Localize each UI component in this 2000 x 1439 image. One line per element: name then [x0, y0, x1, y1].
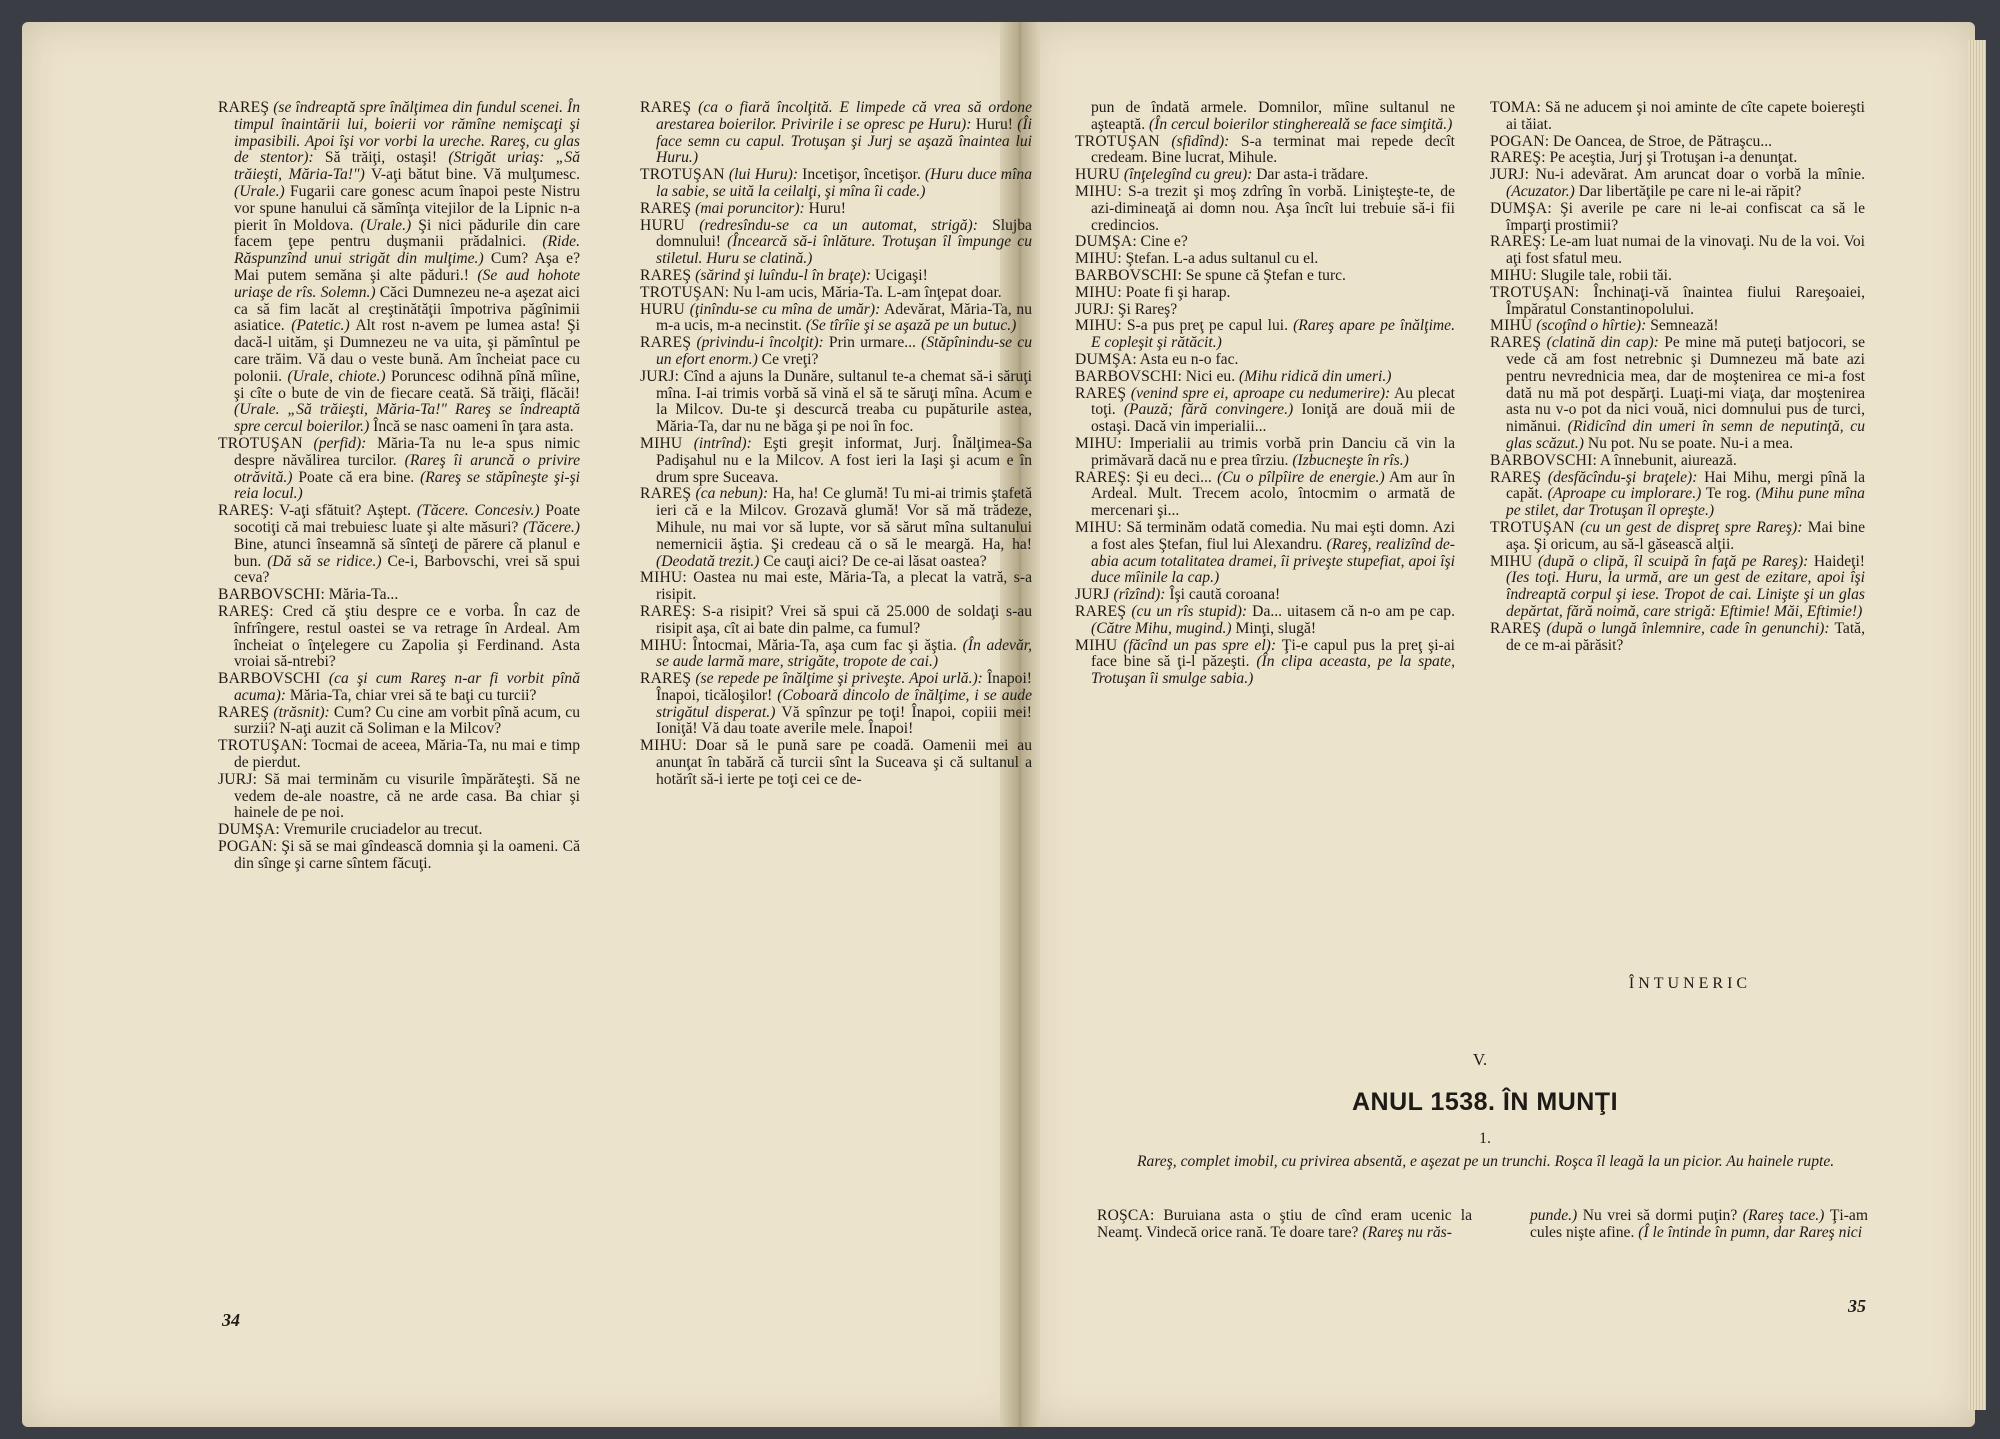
- stage-direction-inline: (Aproape cu implorare.): [1547, 485, 1702, 503]
- stage-direction: Rareş, complet imobil, cu privirea absentă, e aşezat pe un trunchi. Roşca îl leagă la un picior. Au hainele rupte.: [1137, 1153, 1835, 1170]
- speaker-name: RAREŞ: [640, 266, 692, 284]
- speech-text: Ucigaşi!: [871, 266, 928, 284]
- speech-paragraph: [1490, 554, 1865, 621]
- speech-paragraph: [1490, 100, 1865, 134]
- speaker-name: RAREŞ: [1490, 468, 1542, 486]
- speech-paragraph: [218, 772, 580, 822]
- scene-number: 1.: [1479, 1130, 1491, 1147]
- stage-direction-inline: (Rareş apare pe înălţime. E copleşit şi rătăcit.): [1091, 317, 1455, 352]
- speech-paragraph: [1075, 587, 1455, 604]
- speech-text: : V-aţi sfătuit? Aştept.: [269, 502, 417, 520]
- speech-paragraph: [1075, 604, 1455, 638]
- speech-paragraph: [1075, 470, 1455, 520]
- speech-text: : Să mai terminăm cu visurile împărăteşti. Să ne vedem de-ale noastre, că ne arde casa. Ba chiar şi hainele de pe noi.: [234, 770, 580, 822]
- speech-paragraph: [640, 285, 1032, 302]
- stage-direction-inline: (Stăpînindu-se cu un efort enorm.): [656, 334, 1032, 368]
- speech-text: Măria-Ta nu le-a spus nimic despre năvălirea turcilor.: [234, 434, 580, 469]
- speaker-name: MIHU: [1075, 317, 1118, 335]
- speech-paragraph: [1075, 318, 1455, 352]
- speech-paragraph: [640, 302, 1032, 336]
- direction: punde.): [1530, 1207, 1578, 1224]
- speech: : Buruiana asta o ştiu de cînd eram ucenic la Neamţ. Vindecă orice rană. Te doare tare?: [1097, 1207, 1472, 1241]
- speech-text: Alt rost n-avem pe lumea asta! Şi dacă-l uităm, şi Dumnezeu ne va uita, şi pămîntul pe care trăim. Vă dau o veste bună. Am încheiat pace cu polonii.: [234, 317, 580, 385]
- stage-direction-inline: (trăsnit):: [269, 703, 330, 721]
- speech-text: : Şi Rareş?: [1109, 300, 1178, 318]
- speech-text: S-a terminat mai repede decît credeam. Bine lucrat, Mihule.: [1091, 132, 1455, 167]
- speech-text: : Întocmai, Măria-Ta, aşa cum fac şi ăştia.: [682, 636, 963, 654]
- speaker-name: TROTUŞAN: [218, 434, 303, 452]
- stage-direction-inline: (ţinîndu-se cu mîna de umăr):: [685, 300, 881, 318]
- speech-text: Da... uitasem că n-o am pe cap.: [1247, 602, 1456, 620]
- stage-direction-inline: (clatină din cap):: [1541, 334, 1659, 352]
- act-number: V.: [1472, 1050, 1488, 1069]
- speech-text: Să trăiţi, ostaşi!: [313, 149, 449, 167]
- stage-direction-inline: (În adevăr, se aude larmă mare, strigăte, tropote de cai.): [656, 636, 1032, 671]
- stage-direction-inline: (sărind şi luîndu-l în braţe):: [691, 266, 872, 284]
- speaker-name: BARBOVSCHI: [218, 670, 321, 688]
- speech-text: : Tocmai de aceea, Măria-Ta, nu mai e timp de pierdut.: [234, 737, 580, 772]
- speech-text: : S-a risipit? Vrei să spui că 25.000 de soldaţi s-au risipit aşa, cît ai bate din palme, ca fumul?: [656, 602, 1032, 637]
- speech-paragraph: [1075, 184, 1455, 234]
- speaker-name: TROTUŞAN: [1490, 518, 1575, 536]
- speech-text: : Oastea nu mai este, Măria-Ta, a plecat la vatră, s-a risipit.: [656, 569, 1032, 604]
- speech-text: : Nu l-am ucis, Măria-Ta. L-am înţepat doar.: [724, 283, 1002, 301]
- speech-paragraph: [640, 671, 1032, 738]
- stage-direction-inline: (Tăcere. Concesiv.): [416, 502, 540, 520]
- stage-direction-inline: (Urale. „Să trăieşti, Măria-Ta!" Rareş se îndreaptă spre cercul boierilor.): [234, 401, 580, 436]
- speaker-name: RAREŞ: [640, 99, 692, 116]
- speech-text: Încă se nasc oameni în ţara asta.: [369, 418, 574, 436]
- speech-text: Ce cauţi aici? De ce-ai lăsat oastea?: [759, 552, 987, 570]
- speech-text: : Asta eu n-o fac.: [1132, 350, 1239, 368]
- speech-paragraph: [640, 638, 1032, 672]
- speech-text: : Cine e?: [1132, 233, 1188, 251]
- stage-direction-inline: (Coboară dincolo de înălţime, i se aude strigătul disperat.): [656, 686, 1032, 721]
- speaker-name: BARBOVSCHI: [1075, 266, 1178, 284]
- speech-paragraph: [1075, 134, 1455, 168]
- stage-direction-inline: (cu un rîs stupid):: [1126, 602, 1248, 620]
- speech-paragraph: [640, 570, 1032, 604]
- bottom-left-text: [1097, 1208, 1472, 1242]
- speech-text: : A înnebunit, aiurează.: [1592, 451, 1737, 469]
- speech-paragraph: [640, 268, 1032, 285]
- speech-paragraph: [640, 604, 1032, 638]
- speaker-name: MIHU: [1075, 283, 1118, 301]
- speech-text: : Nu-i adevărat. Am aruncat doar o vorbă la mînie.: [1524, 166, 1865, 184]
- speech-text: Minţi, slugă!: [1231, 619, 1317, 637]
- stage-direction-inline: (Urale.): [360, 216, 412, 234]
- speech-paragraph: [1490, 167, 1865, 201]
- speech-text: : S-a pus preţ pe capul lui.: [1117, 317, 1294, 335]
- speech-paragraph: [218, 503, 580, 587]
- speech-text: : Măria-Ta...: [320, 586, 399, 604]
- speech-text: Semnează!: [1646, 317, 1719, 335]
- speech: Nu vrei să dormi puţin?: [1577, 1207, 1743, 1224]
- speech-text: Adevărat, Măria-Ta, nu m-a ucis, m-a necinstit.: [656, 300, 1032, 335]
- stage-direction-inline: (redresîndu-se ca un automat, strigă):: [685, 216, 978, 234]
- stage-direction-inline: (Rareş se stăpîneşte şi-şi reia locul.): [234, 468, 580, 503]
- speech-text: Căci Dumnezeu ne-a aşezat aici ca să fim lacăt al creştinătăţii împotriva păgînimii asiatice.: [234, 283, 580, 335]
- speaker: ROŞCA: [1097, 1207, 1150, 1224]
- speaker-name: MIHU: [1490, 317, 1533, 335]
- stage-direction-inline: (ca nebun):: [691, 485, 769, 503]
- stage-direction-inline: (Huru duce mîna la sabie, se uită la ceilalţi, şi mîna îi cade.): [656, 166, 1032, 200]
- speaker-name: RAREŞ: [218, 602, 270, 620]
- speech-text: : Ştefan. L-a adus sultanul cu el.: [1117, 250, 1319, 268]
- speech-paragraph: [640, 100, 1032, 167]
- speaker-name: JURJ: [1075, 300, 1110, 318]
- stage-direction-inline: (se îndreaptă spre înălţimea din fundul scenei. În timpul înaintării lui, boierii vor rămîne nemişcaţi şi impasibili. Apoi îşi vor vorbi la ureche. Rareş, cu glas de stentor):: [234, 99, 580, 167]
- stage-direction-inline: (Se tîrîie şi se aşază pe un butuc.): [805, 317, 1017, 335]
- speech-paragraph: [218, 100, 580, 436]
- speech-text: : Închinaţi-vă înaintea fiului Rareşoaiei, Împăratul Constantinopolului.: [1506, 283, 1865, 318]
- speaker-name: DUMŞA: [1490, 199, 1548, 217]
- speech-paragraph: [640, 369, 1032, 436]
- speech-paragraph: [640, 738, 1032, 788]
- speech-paragraph: [1075, 638, 1455, 688]
- speech-text: Huru!: [971, 115, 1018, 133]
- speech-text: : Doar să le pună sare pe coadă. Oamenii mei au anunţat în tabără că turcii sînt la Suceava şi că sultanul a hotărît să-i ierte pe toţi cei ce de-: [656, 737, 1032, 788]
- speech-paragraph: [640, 218, 1032, 268]
- column-1: [218, 100, 580, 873]
- speech-text: Ce-i, Barbovschi, vrei să spui ceva?: [234, 552, 581, 587]
- speaker-name: RAREŞ: [640, 485, 692, 503]
- speech-text: Bine, atunci înseamnă să sînteţi de părere că planul e bun.: [234, 535, 580, 570]
- speech-text: Înapoi! Înapoi, ticăloşilor!: [656, 670, 1033, 704]
- speaker-name: MIHU: [1490, 266, 1533, 284]
- speech-text: : Vremurile cruciadelor au trecut.: [275, 821, 483, 839]
- stage-direction-inline: (rîzînd):: [1109, 586, 1166, 604]
- speech-paragraph: [1075, 369, 1455, 386]
- speaker-name: TROTUŞAN: [218, 737, 303, 755]
- stage-direction-inline: (Izbucneşte în rîs.): [1292, 451, 1409, 469]
- speaker-name: JURJ: [640, 367, 675, 385]
- speech-paragraph: [1075, 386, 1455, 436]
- page-edges: [1968, 40, 1986, 1410]
- stage-direction-inline: (Ride. Răspunzînd unui strigăt din mulţime.): [234, 233, 580, 268]
- speech-text: Prin urmare...: [823, 334, 922, 352]
- stage-direction-inline: (Ies toţi. Huru, la urmă, are un gest de ezitare, apoi îşi îndreaptă corpul şi iese. Tropot de cai. Linişte şi un glas depărtat, fără noimă, care strigă: Eftimie! Măi, Eftimie!): [1506, 569, 1865, 620]
- direction: (Rareş nu răs-: [1362, 1223, 1452, 1241]
- stage-direction-inline: (după o lungă înlemnire, cade în genunchi):: [1541, 619, 1830, 637]
- speech-paragraph: [1075, 251, 1455, 268]
- speech-paragraph: [1490, 201, 1865, 235]
- speech-text: Dar libertăţile pe care ni le-ai răpit?: [1574, 182, 1802, 200]
- stage-direction-inline: (venind spre ei, aproape cu nedumerire):: [1126, 384, 1391, 402]
- stage-direction-inline: (Cu o pîlpîire de energie.): [1217, 468, 1385, 486]
- speaker-name: TOMA: [1490, 99, 1537, 116]
- stage-direction-inline: (Îi face semn cu capul. Trotuşan şi Jurj se aşază înaintea lui Huru.): [656, 115, 1032, 167]
- stage-direction-inline: (cu un gest de dispreţ spre Rareş):: [1574, 518, 1803, 536]
- stage-direction-inline: (Rareş îi aruncă o privire otrăvită.): [234, 451, 580, 486]
- speaker-name: DUMŞA: [1075, 233, 1133, 251]
- speaker-name: MIHU: [640, 737, 683, 755]
- speaker-name: MIHU: [640, 636, 683, 654]
- speech-text: pun de îndată armele. Domnilor, mîine sultanul ne aşteaptă.: [1091, 99, 1455, 133]
- speech-text: : Să terminăm odată comedia. Nu mai eşti domn. Azi a fost ales Ştefan, fiul lui Alexandru.: [1091, 518, 1455, 553]
- speech-text: Au plecat toţi.: [1091, 384, 1455, 419]
- stage-direction-inline: (Strigăt uriaş: „Să trăieşti, Măria-Ta!"): [234, 149, 580, 184]
- speaker-name: BARBOVSCHI: [218, 586, 321, 604]
- stage-direction-inline: (înţelegînd cu greu):: [1120, 166, 1253, 184]
- speech-text: Ce vreţi?: [757, 350, 819, 368]
- speaker-name: POGAN: [1490, 132, 1545, 150]
- speaker-name: HURU: [1075, 166, 1120, 184]
- speech-text: Eşti greşit informat, Jurj. Înălţimea-Sa Padişahul nu e la Milcov. A fost ieri la Iaşi şi acum e în drum spre Suceava.: [656, 434, 1032, 486]
- speech-paragraph: [218, 436, 580, 503]
- stage-direction-inline: (Tăcere.): [522, 518, 580, 536]
- stage-direction-inline: (În cercul boierilor stingherealǎ se face simţită.): [1149, 115, 1453, 133]
- speech-text: : Cînd a ajuns la Dunăre, sultanul te-a chemat să-i săruţi mîna. I-ai trimis vorbă să vină el să te săruţi mîna. Acum e la Milcov. Du-te şi descurcă treaba cu pupăturile astea, Măria-Ta, dar nu ne băga şi pe noi în foc.: [656, 367, 1032, 436]
- speaker-name: TROTUŞAN: [1075, 132, 1160, 150]
- speech-paragraph: [1490, 335, 1865, 453]
- speaker-name: JURJ: [1490, 166, 1525, 184]
- speaker-name: RAREŞ: [218, 502, 270, 520]
- stage-direction-inline: (sfidînd):: [1159, 132, 1230, 150]
- speech-paragraph: [1075, 302, 1455, 319]
- stage-direction-inline: (Dă să se ridice.): [267, 552, 382, 570]
- speech-text: : De Oancea, de Stroe, de Pătraşcu...: [1544, 132, 1773, 150]
- column-3: [1075, 100, 1455, 688]
- stage-direction-inline: (făcînd un pas spre el):: [1117, 636, 1277, 654]
- speech-text: Nu pot. Nu se poate. Nu-i a mea.: [1583, 434, 1794, 452]
- speech-text: Şi nici pădurile din care facem ţepe pentru duşmanii prădalnici.: [234, 216, 580, 251]
- speech-paragraph: [218, 839, 580, 873]
- speech-paragraph: [1490, 470, 1865, 520]
- speech-paragraph: [1075, 352, 1455, 369]
- stage-direction-inline: (Urale, chiote.): [287, 367, 386, 385]
- speech-text: Vă spînzur pe toţi! Înapoi, copiii mei! Ioniţă! Vă dau toate averile mele. Înapoi!: [656, 703, 1032, 738]
- stage-direction-inline: (intrînd):: [682, 434, 752, 452]
- speaker-name: HURU: [640, 300, 685, 318]
- speaker-name: MIHU: [1075, 518, 1118, 536]
- speech-paragraph: [1490, 134, 1865, 151]
- speech-text: Dar asta-i trădare.: [1252, 166, 1369, 184]
- stage-direction-inline: (privindu-i încolţit):: [691, 334, 824, 352]
- stage-direction-inline: (Deodată trezit.): [656, 552, 760, 570]
- stage-direction-inline: (ca o fiară încolţită. E limpede că vrea să ordone arestarea boierilor. Privirile i se opresc pe Huru):: [656, 99, 1032, 133]
- stage-direction-inline: (desfăcîndu-şi braţele):: [1541, 468, 1698, 486]
- column-4: [1490, 100, 1865, 654]
- stage-direction-inline: (Mihu ridică din umeri.): [1239, 367, 1392, 385]
- speech-text: Mai bine aşa. Şi oricum, au să-l găsească alţii.: [1506, 518, 1865, 553]
- page-number-right: 35: [1848, 1296, 1866, 1316]
- speech-text: V-aţi bătut bine. Vă mulţumesc.: [364, 166, 580, 184]
- speaker-name: RAREŞ: [1490, 233, 1542, 251]
- speech-text: Poate că era bine.: [292, 468, 421, 486]
- stage-direction-inline: (Patetic.): [291, 317, 350, 335]
- direction: (Rareş tace.): [1742, 1207, 1825, 1224]
- speaker-name: MIHU: [1075, 182, 1118, 200]
- stage-direction-inline: (Către Mihu, mugind.): [1091, 619, 1232, 637]
- speech-paragraph: [1490, 234, 1865, 268]
- speech-paragraph: [1490, 150, 1865, 167]
- stage-direction-inline: (ca şi cum Rareş n-ar fi vorbit pînă acuma):: [234, 670, 580, 704]
- speech-paragraph: [1490, 285, 1865, 319]
- speaker-name: BARBOVSCHI: [1075, 367, 1178, 385]
- speech-paragraph: [1490, 621, 1865, 655]
- speech-text: Ha, ha! Ce glumă! Tu mi-ai trimis ştafetă ieri că e la Milcov. Grozavă glumă! Vor să mă trădeze, Mihule, nu mai vor să lupte, vor să sărut mîna sultanului nemernicii ăştia. Şi credeau că o să le meargă. Ha, ha!: [656, 485, 1033, 553]
- speech-text: Pe mine mă puteţi batjocori, se vede că am fost netrebnic şi Dumnezeu mă bate azi pentru nevrednicia mea, dar de moştenirea ce mi-a fost dată nu mă pot despărţi. Luaţi-mi viaţa, dar moştenirea asta nu v-o pot da nici vouă, nici domnului pus de turci, nimănui.: [1506, 334, 1865, 436]
- speaker-name: BARBOVSCHI: [1490, 451, 1593, 469]
- speaker-name: MIHU: [1075, 434, 1118, 452]
- speech-paragraph: [1075, 167, 1455, 184]
- speech-paragraph: [1490, 453, 1865, 470]
- speaker-name: RAREŞ: [1490, 334, 1542, 352]
- speech-text: : S-a trezit şi moş zdrîng în vorbă. Linişteşte-te, de azi-dimineaţă ai domn nou. Aşa încît lui trebuie să-i fii credincios.: [1091, 182, 1455, 234]
- speech-text: Poate socotiţi că mai trebuiesc luate şi alte măsuri?: [234, 502, 581, 536]
- speech: Ţi-am cules nişte afine.: [1530, 1207, 1868, 1241]
- speech-text: Îşi caută coroana!: [1165, 586, 1281, 604]
- speech-paragraph: [218, 587, 580, 604]
- column-2: [640, 100, 1032, 789]
- speech-paragraph: [218, 705, 580, 739]
- speaker-name: MIHU: [640, 434, 683, 452]
- speaker-name: RAREŞ: [1075, 468, 1127, 486]
- stage-direction-inline: (Se aud hohote uriaşe de rîs. Solemn.): [234, 266, 580, 301]
- speech-text: Cum? Aşa e? Mai putem semăna şi alte păduri.!: [234, 250, 580, 284]
- speaker-name: RAREŞ: [1075, 602, 1127, 620]
- speech-text: Slujba domnului!: [656, 216, 1032, 251]
- stage-direction-inline: (Mihu pune mîna pe stilet, dar Trotuşan îl opreşte.): [1506, 485, 1865, 520]
- act-title: ANUL 1538. ÎN MUNŢI: [1351, 1088, 1619, 1116]
- speaker-name: MIHU: [1490, 552, 1533, 570]
- speaker-name: RAREŞ: [1490, 619, 1542, 637]
- speaker-name: RAREŞ: [640, 199, 692, 217]
- stage-direction-inline: (după o clipă, îl scuipă în faţă pe Rareş):: [1532, 552, 1809, 570]
- speech-text: Te rog.: [1701, 485, 1756, 503]
- speaker-name: RAREŞ: [218, 99, 270, 116]
- speech-text: Fugarii care gonesc acum înapoi peste Nistru vor spune hanului că sămînţa vitejilor de la Lipnic n-a pierit în Moldova.: [234, 182, 580, 234]
- speaker-name: JURJ: [218, 770, 253, 788]
- speaker-name: MIHU: [640, 569, 683, 587]
- speech-text: Incetişor, încetişor.: [798, 166, 925, 184]
- speaker-name: POGAN: [218, 838, 273, 856]
- speech-paragraph: [640, 201, 1032, 218]
- speaker-name: RAREŞ: [1490, 149, 1542, 167]
- speech-text: : Pe aceştia, Jurj şi Trotuşan i-a denunţat.: [1541, 149, 1798, 167]
- speaker-name: TROTUŞAN: [640, 166, 725, 184]
- speech-text: Ioniţă are două mii de ostaşi. Dacă vin imperialii...: [1091, 401, 1456, 436]
- speech-paragraph: [1490, 520, 1865, 554]
- stage-direction-inline: (Ridicînd din umeri în semn de neputinţă, cu glas scăzut.): [1506, 418, 1866, 452]
- speech-paragraph: [1075, 100, 1455, 134]
- speech-text: Hai Mihu, mergi pînă la capăt.: [1506, 468, 1865, 503]
- speech-paragraph: [640, 335, 1032, 369]
- stage-direction-inline: (scoţînd o hîrtie):: [1532, 317, 1647, 335]
- speech-text: : Le-am luat numai de la vinovaţi. Nu de la voi. Voi aţi fost sfatul meu.: [1506, 233, 1865, 268]
- speech-paragraph: [1075, 285, 1455, 302]
- speech-paragraph: [1075, 520, 1455, 587]
- speaker-name: DUMŞA: [218, 821, 276, 839]
- speech-text: Huru!: [804, 199, 846, 217]
- stage-direction-inline: (mai poruncitor):: [691, 199, 805, 217]
- speaker-name: RAREŞ: [640, 334, 692, 352]
- direction: (Î le întinde în pumn, dar Rareş nici: [1638, 1223, 1863, 1241]
- speaker-name: TROTUŞAN: [640, 283, 725, 301]
- stage-direction-inline: (Pauză; fără convingere.): [1123, 401, 1294, 419]
- stage-direction-inline: (lui Huru):: [724, 166, 799, 184]
- speaker-name: JURJ: [1075, 586, 1110, 604]
- speech-text: : Slugile tale, robii tăi.: [1532, 266, 1672, 284]
- speech-paragraph: [1490, 268, 1865, 285]
- speech-text: Tată, de ce m-ai părăsit?: [1506, 619, 1865, 654]
- speech-paragraph: [640, 436, 1032, 486]
- stage-direction-inline: (Urale.): [234, 182, 285, 200]
- speech-paragraph: [1075, 436, 1455, 470]
- speech-text: Am aur în Ardeal. Mult. Trecem acolo, întocmim o armată de mercenari şi...: [1091, 468, 1456, 520]
- speech-paragraph: [218, 822, 580, 839]
- stage-direction-inline: (Rareş, realizînd de-abia acum totalitatea dramei, îi priveşte stupefiat, apoi îşi duce mîinile la cap.): [1091, 535, 1455, 587]
- speech-paragraph: [218, 604, 580, 671]
- speaker-name: RAREŞ: [640, 602, 692, 620]
- speaker-name: TROTUŞAN: [1490, 283, 1575, 301]
- speech-text: : Se spune că Ştefan e turc.: [1177, 266, 1346, 284]
- stage-direction-inline: (În clipa aceasta, pe la spate, Trotuşan îi smulge sabia.): [1091, 653, 1455, 688]
- speech-paragraph: [1075, 234, 1455, 251]
- speech-text: : Şi eu deci...: [1126, 468, 1218, 486]
- speech-paragraph: [218, 738, 580, 772]
- speaker-name: DUMŞA: [1075, 350, 1133, 368]
- stage-direction-inline: (se repede pe înălţime şi priveşte. Apoi urlă.):: [691, 670, 983, 688]
- speech-text: : Să ne aducem şi noi aminte de cîte capete boiereşti ai tăiat.: [1506, 99, 1865, 133]
- speech-paragraph: [1490, 318, 1865, 335]
- speech-text: : Poate fi şi harap.: [1117, 283, 1231, 301]
- scene-end-marker: ÎNTUNERIC: [1628, 975, 1752, 992]
- speaker-name: HURU: [640, 216, 685, 234]
- speaker-name: RAREŞ: [1075, 384, 1127, 402]
- speaker-name: MIHU: [1075, 250, 1118, 268]
- speech-paragraph: [218, 671, 580, 705]
- speaker-name: RAREŞ: [640, 670, 692, 688]
- speech-paragraph: [1075, 268, 1455, 285]
- speech-text: : Imperialii au trimis vorbă prin Danciu că vin la primăvară dacă nu e prea tîrziu.: [1091, 434, 1455, 469]
- page-number-left: 34: [222, 1310, 240, 1330]
- speaker-name: RAREŞ: [218, 703, 270, 721]
- speech-paragraph: [640, 167, 1032, 201]
- speech-text: Cum? Cu cine am vorbit pînă acum, cu surzii? N-aţi auzit că Soliman e la Milcov?: [234, 703, 580, 738]
- speaker-name: MIHU: [1075, 636, 1118, 654]
- speech-text: : Cred că ştiu despre ce e vorba. În caz de înfrîngere, restul oastei se va retrage în Ardeal. Am încheiat o înţelegere cu Zapolia şi Ferdinand. Asta vroiai să-ntrebi?: [234, 602, 580, 671]
- speech-text: Haideţi!: [1808, 552, 1865, 570]
- speech-text: Măria-Ta, chiar vrei să te baţi cu turcii?: [285, 686, 537, 704]
- stage-direction-inline: (Încearcă să-i înlăture. Trotuşan îl împunge cu stiletul. Huru se clatină.): [656, 233, 1032, 268]
- bottom-right-text: [1530, 1208, 1868, 1242]
- speech-text: : Nici eu.: [1177, 367, 1240, 385]
- speech-text: : Şi să se mai gîndească domnia şi la oameni. Că din sînge şi carne sîntem făcuţi.: [234, 838, 580, 872]
- stage-direction-inline: (perfid):: [302, 434, 367, 452]
- speech-text: Ţi-e capul pus la preţ şi-ai face bine să ţi-l păzeşti.: [1091, 636, 1455, 671]
- stage-direction-inline: (Acuzator.): [1506, 182, 1575, 200]
- speech-text: : Şi averile pe care ni le-ai confiscat ca să le împarţi prostimii?: [1506, 199, 1865, 234]
- speech-text: Poruncesc odihnă pînă mîine, şi cîte o bute de vin de fiecare ceată. Să trăiţi, flăcăi!: [234, 367, 581, 402]
- speech-paragraph: [640, 486, 1032, 570]
